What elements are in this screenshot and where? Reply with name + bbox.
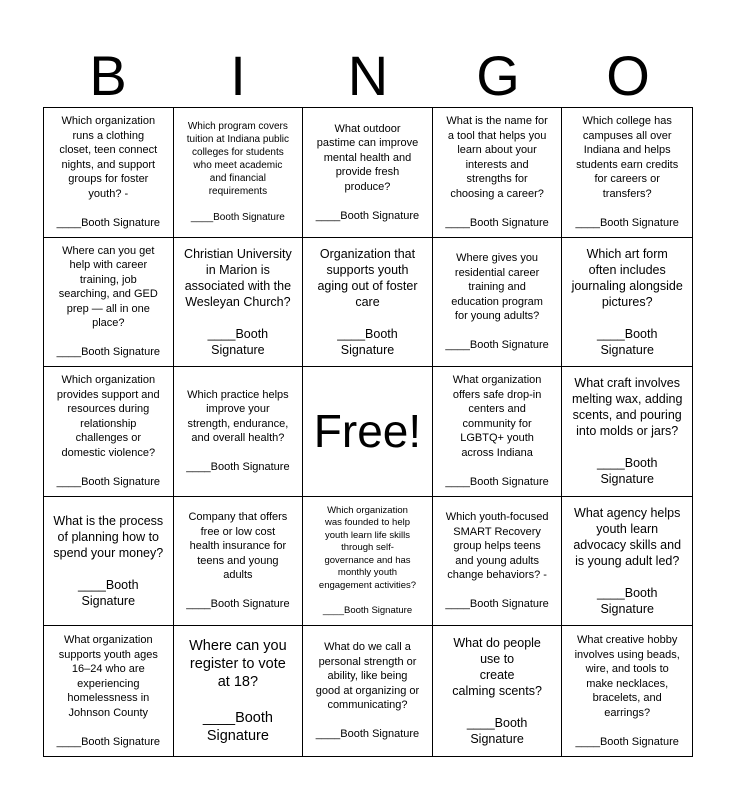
header-letter-n: N	[347, 44, 389, 107]
bingo-cell	[303, 238, 433, 368]
bingo-cell	[174, 626, 304, 756]
cell-text: Which organization provides support and resources during relationship challenges or domestic violence? ____Booth Signature	[56, 374, 160, 488]
bingo-cell	[433, 497, 563, 627]
cell-text: Which art form often includes journaling alongside pictures? ____Booth Signature	[571, 246, 683, 357]
cell-text: What creative hobby involves using beads, wire, and tools to make necklaces, bracelets, and earrings? ____Booth Signature	[574, 634, 680, 748]
cell-text: Which program covers tuition at Indiana public colleges for students who meet academic and financial requirements ____Booth Signature	[186, 121, 290, 224]
bingo-cell	[44, 626, 174, 756]
bingo-cell	[303, 108, 433, 238]
bingo-cell	[174, 497, 304, 627]
cell-text: What agency helps youth learn advocacy skills and is young adult led? ____Booth Signature	[573, 506, 682, 617]
bingo-cell	[44, 108, 174, 238]
cell-text: Where gives you residential career training and education program for young adults? ____Booth Signature	[445, 252, 549, 352]
bingo-header	[43, 44, 693, 108]
bingo-cell	[562, 626, 692, 756]
free-space-cell	[303, 367, 433, 497]
bingo-cell	[562, 238, 692, 368]
cell-text: What organization supports youth ages 16–24 who are experiencing homelessness in Johnson County ____Booth Signature	[56, 634, 160, 748]
header-letter-g: G	[476, 44, 520, 107]
bingo-cell	[174, 108, 304, 238]
bingo-cell	[433, 238, 563, 368]
bingo-cell	[44, 497, 174, 627]
cell-text: Where can you get help with career training, job searching, and GED prep — all in one place? ____Booth Signature	[56, 244, 160, 359]
bingo-cell	[562, 108, 692, 238]
cell-text: What craft involves melting wax, adding scents, and pouring into molds or jars? ____Booth Signature	[571, 376, 683, 487]
cell-text: Organization that supports youth aging out of foster care ____Booth Signature	[317, 246, 418, 357]
header-letter-o: O	[606, 44, 650, 107]
cell-text: Which organization was founded to help youth learn life skills through self- governance and has monthly youth engagement activities? ____Booth Signature	[318, 504, 417, 616]
bingo-cell	[303, 497, 433, 627]
bingo-cell	[433, 367, 563, 497]
bingo-cell	[303, 626, 433, 756]
cell-text: Which practice helps improve your strength, endurance, and overall health? ____Booth Signature	[186, 388, 290, 474]
bingo-cell	[562, 497, 692, 627]
bingo-cell	[174, 367, 304, 497]
cell-text: Which youth-focused SMART Recovery group helps teens and young adults change behaviors? - ____Booth Signature	[445, 511, 549, 611]
cell-text: Christian University in Marion is associated with the Wesleyan Church? ____Booth Signature	[184, 246, 292, 357]
header-letter-i: I	[230, 44, 246, 107]
bingo-cell	[433, 626, 563, 756]
bingo-cell	[44, 238, 174, 368]
cell-text: Company that offers free or low cost health insurance for teens and young adults ____Booth Signature	[186, 511, 290, 611]
bingo-cell	[174, 238, 304, 368]
bingo-cell	[44, 367, 174, 497]
bingo-cell	[562, 367, 692, 497]
header-letter-b: B	[89, 44, 127, 107]
cell-text: What organization offers safe drop-in centers and community for LGBTQ+ youth across Indiana ____Booth Signature	[445, 374, 549, 488]
cell-text: Which college has campuses all over Indiana and helps students earn credits for careers or transfers? ____Booth Signature	[575, 115, 679, 229]
cell-text: What do people use to create calming scents? ____Booth Signature	[452, 636, 542, 747]
bingo-grid	[43, 107, 693, 757]
cell-text: Where can you register to vote at 18? ____Booth Signature	[189, 638, 287, 745]
cell-text: What is the process of planning how to spend your money? ____Booth Signature	[53, 514, 164, 609]
cell-text: What is the name for a tool that helps you learn about your interests and strengths for choosing a career? ____Booth Signature	[445, 115, 549, 229]
cell-text: What do we call a personal strength or ability, like being good at organizing or communicating? ____Booth Signature	[315, 641, 420, 741]
cell-text: Which organization runs a clothing closet, teen connect nights, and support groups for foster youth? - ____Booth Signature	[56, 115, 160, 229]
cell-text: What outdoor pastime can improve mental health and provide fresh produce? ____Booth Signature	[315, 122, 420, 222]
free-space-label: Free!	[313, 405, 422, 458]
bingo-cell	[433, 108, 563, 238]
